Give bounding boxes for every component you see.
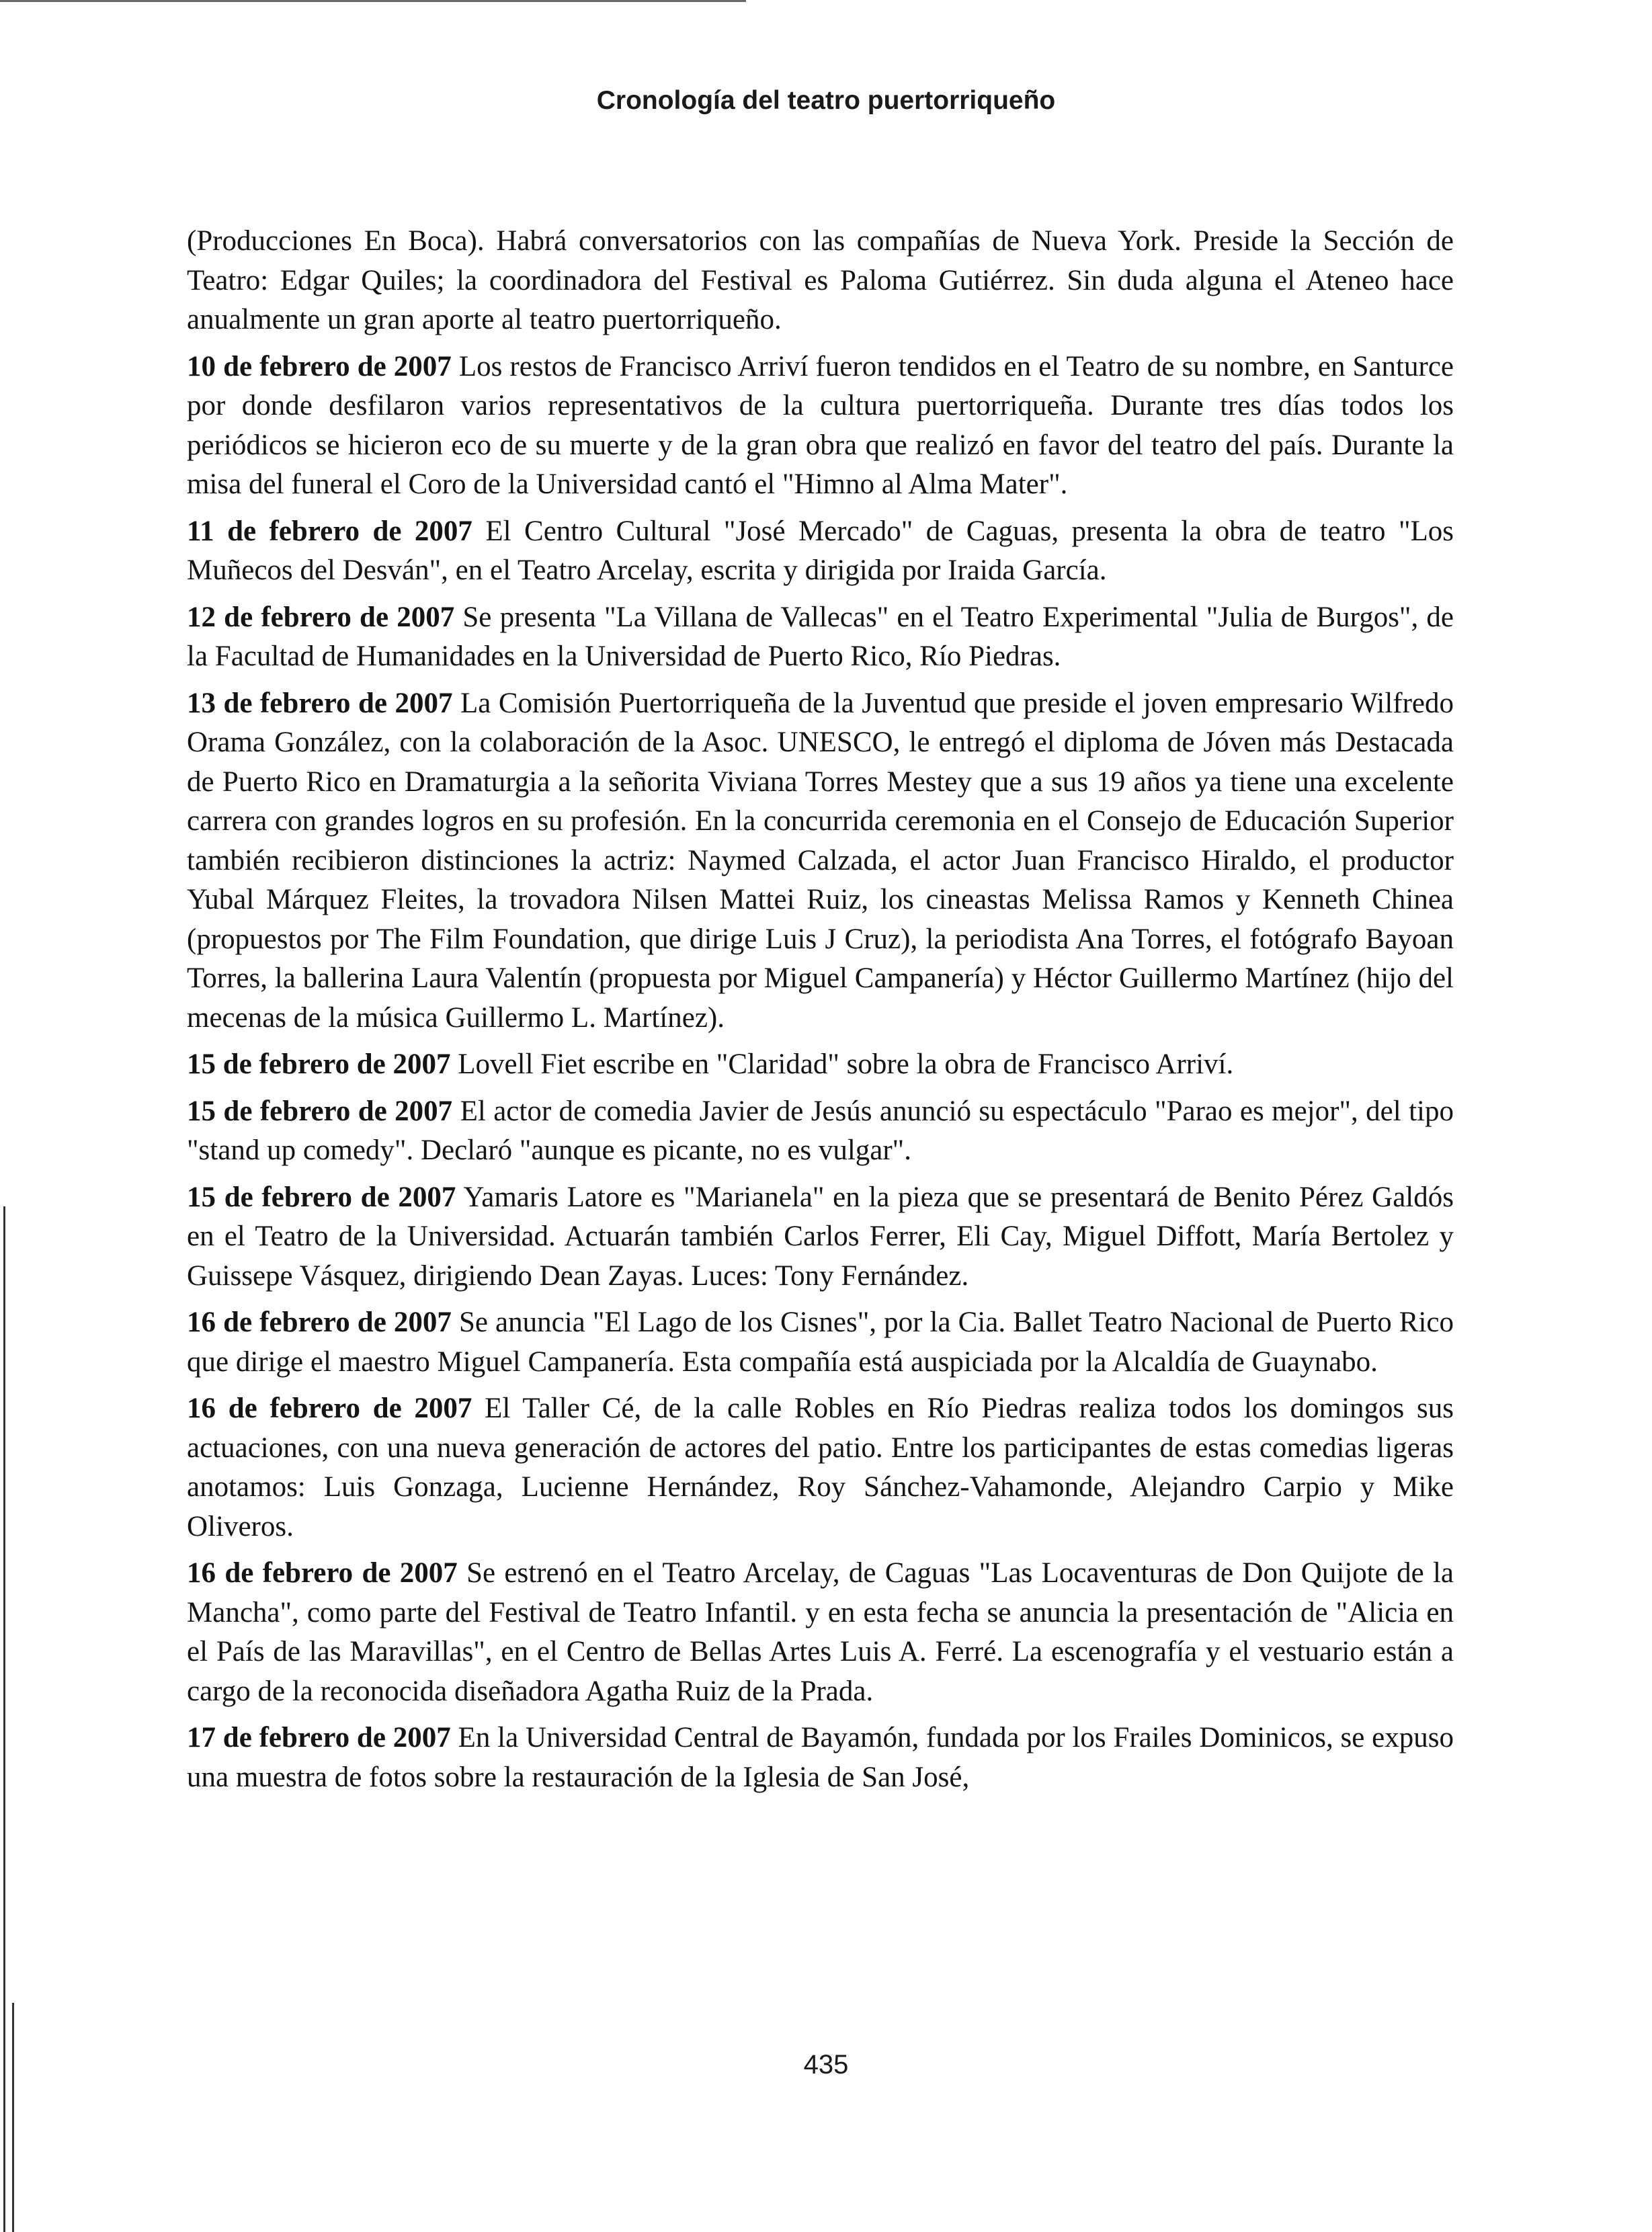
entry-date: 15 de febrero de 2007 — [187, 1095, 453, 1127]
entry-paragraph — [187, 1045, 1454, 1085]
chronology-body — [187, 222, 1454, 1805]
entry-text: El actor de comedia Javier de Jesús anunció su espectáculo "Parao es mejor", del tipo "stand up comedy". Declaró "aunque es picante, no es vulgar". — [187, 1095, 1454, 1166]
entry-date: 15 de febrero de 2007 — [187, 1181, 456, 1213]
top-scan-rule — [0, 0, 746, 2]
entry-date: 10 de febrero de 2007 — [187, 350, 452, 382]
entry-text: Yamaris Latore es "Marianela" en la pieza que se presentará de Benito Pérez Galdós en el Teatro de la Universidad. Actuarán también Carlos Ferrer, Eli Cay, Miguel Diffott, María Bertolez y Guissepe Vásquez, dirigiendo Dean Zayas. Luces: Tony Fernández. — [187, 1181, 1454, 1292]
entry-paragraph — [187, 598, 1454, 677]
entry-date: 12 de febrero de 2007 — [187, 601, 455, 633]
entry-date: 13 de febrero de 2007 — [187, 687, 453, 719]
entry-date: 16 de febrero de 2007 — [187, 1307, 452, 1338]
entry-text: El Centro Cultural "José Mercado" de Caguas, presenta la obra de teatro "Los Muñecos del Desván", en el Teatro Arcelay, escrita y dirigida por Iraida García. — [187, 515, 1454, 586]
left-scan-rule-inner — [12, 2003, 14, 2232]
entry-paragraph — [187, 1303, 1454, 1382]
running-title: Cronología del teatro puertorriqueño — [596, 86, 1056, 115]
entry-text: Se estrenó en el Teatro Arcelay, de Caguas "Las Locaventuras de Don Quijote de la Mancha", como parte del Festival de Teatro Infantil. y en esta fecha se anuncia la presentación de "Alicia en el País de las Maravillas", en el Centro de Bellas Artes Luis A. Ferré. La escenografía y el vestuario están a cargo de la reconocida diseñadora Agatha Ruiz de la Prada. — [187, 1557, 1454, 1707]
page-number: 435 — [803, 2050, 849, 2079]
entry-date: 11 de febrero de 2007 — [187, 515, 472, 547]
entry-date: 16 de febrero de 2007 — [187, 1557, 458, 1589]
entry-paragraph — [187, 1178, 1454, 1296]
entry-paragraph — [187, 1092, 1454, 1171]
entry-paragraph — [187, 1554, 1454, 1711]
entry-text: Lovell Fiet escribe en "Claridad" sobre la obra de Francisco Arriví. — [450, 1048, 1234, 1080]
entry-text: La Comisión Puertorriqueña de la Juventud que preside el joven empresario Wilfredo Orama González, con la colaboración de la Asoc. UNESCO, le entregó el diploma de Jóven más Destacada de Puerto Rico en Dramaturgia a la señorita Viviana Torres Mestey que a sus 19 años ya tiene una excelente carrera con grandes logros en su profesión. En la concurrida ceremonia en el Consejo de Educación Superior también recibieron distinciones la actriz: Naymed Calzada, el actor Juan Francisco Hiraldo, el productor Yubal Márquez Fleites, la trovadora Nilsen Mattei Ruiz, los cineastas Melissa Ramos y Kenneth Chinea (propuestos por The Film Foundation, que dirige Luis J Cruz), la periodista Ana Torres, el fotógrafo Bayoan Torres, la ballerina Laura Valentín (propuesta por Miguel Campanería) y Héctor Guillermo Martínez (hijo del mecenas de la música Guillermo L. Martínez). — [187, 687, 1454, 1034]
entry-paragraph — [187, 347, 1454, 505]
entry-text: Los restos de Francisco Arriví fueron tendidos en el Teatro de su nombre, en Santurce por donde desfilaron varios representativos de la cultura puertorriqueña. Durante tres días todos los periódicos se hicieron eco de su muerte y de la gran obra que realizó en favor del teatro del país. Durante la misa del funeral el Coro de la Universidad cantó el "Himno al Alma Mater". — [187, 350, 1454, 500]
entry-text: Se anuncia "El Lago de los Cisnes", por la Cia. Ballet Teatro Nacional de Puerto Rico que dirige el maestro Miguel Campanería. Esta compañía está auspiciada por la Alcaldía de Guaynabo. — [187, 1307, 1454, 1378]
intro-paragraph: (Producciones En Boca). Habrá conversatorios con las compañías de Nueva York. Preside la Sección de Teatro: Edgar Quiles; la coordinadora del Festival es Paloma Gutiérrez. Sin duda alguna el Ateneo hace anualmente un gran aporte al teatro puertorriqueño. — [187, 225, 1454, 335]
entry-paragraph — [187, 1389, 1454, 1546]
entry-date: 16 de febrero de 2007 — [187, 1393, 472, 1424]
entry-text: Se presenta "La Villana de Vallecas" en el Teatro Experimental "Julia de Burgos", de la Facultad de Humanidades en la Universidad de Puerto Rico, Río Piedras. — [187, 601, 1454, 672]
entry-paragraph — [187, 684, 1454, 1038]
entry-date: 15 de febrero de 2007 — [187, 1048, 451, 1080]
entry-paragraph — [187, 1719, 1454, 1797]
entry-paragraph — [187, 512, 1454, 591]
entry-text: El Taller Cé, de la calle Robles en Río Piedras realiza todos los domingos sus actuaciones, con una nueva generación de actores del patio. Entre los participantes de estas comedias ligeras anotamos: Luis Gonzaga, Lucienne Hernández, Roy Sánchez-Vahamonde, Alejandro Carpio y Mike Oliveros. — [187, 1393, 1454, 1542]
entry-text: En la Universidad Central de Bayamón, fundada por los Frailes Dominicos, se expuso una muestra de fotos sobre la restauración de la Iglesia de San José, — [187, 1722, 1454, 1793]
entry-date: 17 de febrero de 2007 — [187, 1722, 451, 1753]
